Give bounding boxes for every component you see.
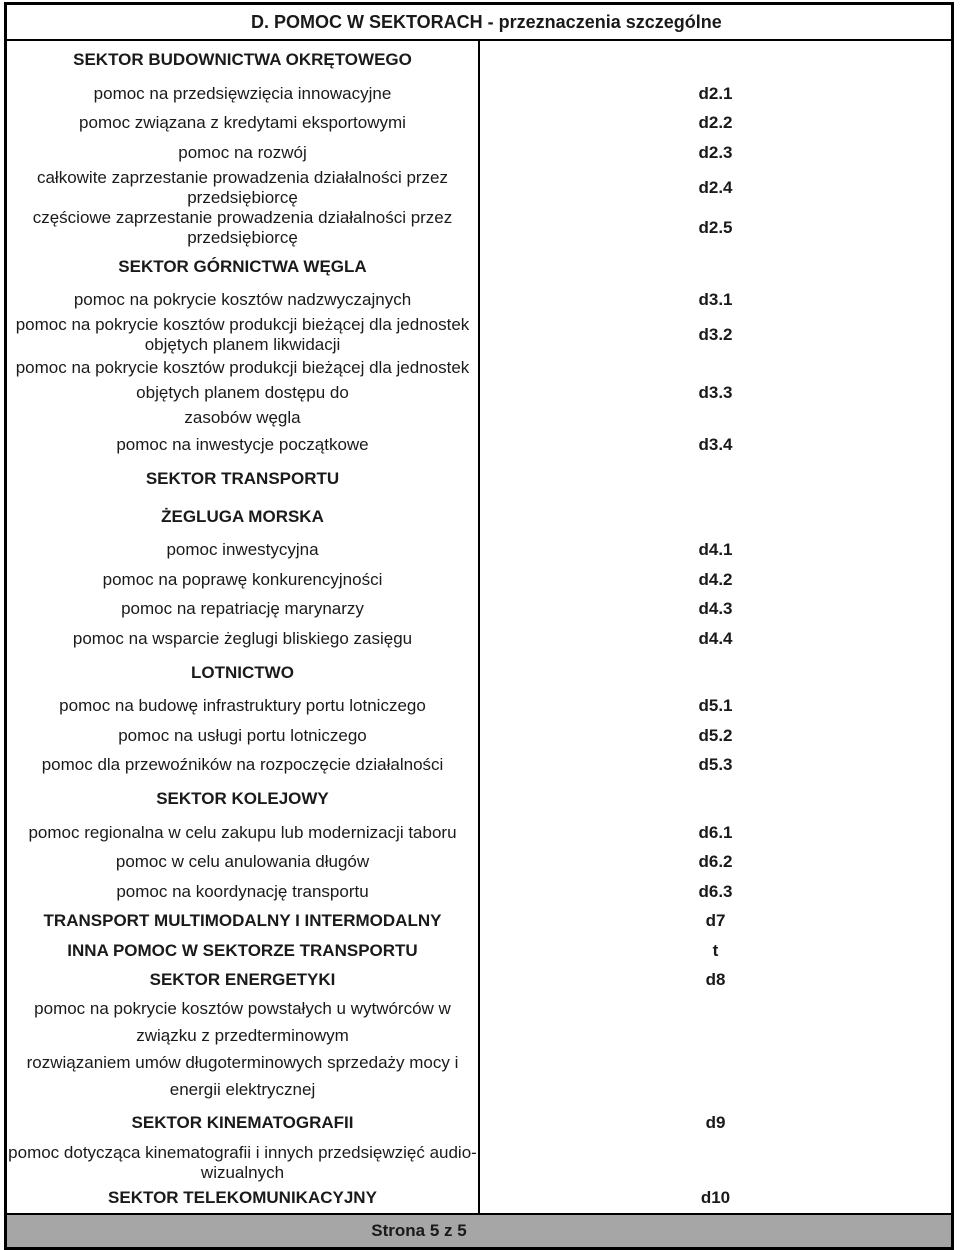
sector-heading-row (6, 936, 953, 966)
label-line: SEKTOR BUDOWNICTWA OKRĘTOWEGO (73, 50, 412, 69)
aid-purpose-label (6, 168, 480, 208)
aid-purpose-row (6, 138, 953, 168)
aid-purpose-label (6, 624, 480, 654)
aid-code: d4.2 (698, 569, 733, 589)
aid-purpose-label (6, 1143, 480, 1183)
label-line: pomoc na pokrycie kosztów produkcji bieżącej dla jednostek objętych planem likwidacji (15, 315, 470, 354)
sector-heading-row (6, 460, 953, 498)
label-line: ŻEGLUGA MORSKA (161, 506, 324, 526)
aid-purpose-row (6, 430, 953, 460)
sector-heading-row (6, 498, 953, 536)
sector-heading (6, 966, 480, 996)
aid-code: d2.4 (698, 177, 733, 197)
aid-purpose-label (6, 751, 480, 781)
aid-purpose-row (6, 79, 953, 109)
aid-code: d4.1 (698, 540, 733, 560)
aid-code: d2.2 (698, 113, 733, 133)
aid-purpose-row (6, 565, 953, 595)
aid-code: d6.2 (698, 852, 733, 872)
aid-purpose-row (6, 355, 953, 430)
sector-heading (6, 460, 480, 498)
label-line: pomoc inwestycyjna (166, 540, 319, 560)
aid-purpose-row (6, 168, 953, 208)
page-number: Strona 5 z 5 (6, 1214, 953, 1249)
label-line: pomoc na repatriację marynarzy (121, 599, 364, 619)
label-line: pomoc na budowę infrastruktury portu lotniczego (59, 696, 426, 716)
aid-purpose-row (6, 624, 953, 654)
label-line: SEKTOR ENERGETYKI (149, 970, 336, 990)
aid-purpose-row (6, 286, 953, 316)
aid-purpose-label (6, 848, 480, 878)
aid-purpose-row (6, 109, 953, 139)
aid-code: d4.3 (698, 599, 733, 619)
aid-code: d2.1 (698, 83, 733, 103)
sector-heading (6, 936, 480, 966)
sector-heading-row (6, 654, 953, 692)
aid-code: d2.5 (698, 217, 733, 237)
label-line: częściowe zaprzestanie prowadzenia działalności przez przedsiębiorcę (32, 207, 453, 247)
aid-purpose-label (6, 138, 480, 168)
label-line: pomoc na rozwój (178, 142, 307, 162)
aid-code (479, 654, 953, 692)
aid-purpose-label (6, 109, 480, 139)
aid-code: d3.3 (698, 383, 733, 402)
label-line: pomoc na pokrycie kosztów produkcji bieżącej dla jednostek objętych planem dostępu do (15, 358, 470, 402)
aid-purpose-row (6, 536, 953, 566)
sector-heading-row (6, 1183, 953, 1214)
aid-purpose-label (6, 286, 480, 316)
section-title: D. POMOC W SEKTORACH - przeznaczenia szczególne (6, 4, 953, 41)
label-line: pomoc regionalna w celu zakupu lub modernizacji taboru (28, 822, 457, 842)
aid-code: d3.1 (698, 290, 733, 310)
page-footer-row (6, 1214, 953, 1249)
label-line: LOTNICTWO (191, 662, 294, 682)
label-line-2: rozwiązaniem umów długoterminowych sprzedaży mocy i energii elektrycznej (26, 1053, 459, 1099)
aid-purpose-row (6, 1143, 953, 1183)
aid-purpose-label (6, 818, 480, 848)
sector-heading-row (6, 966, 953, 996)
aid-code: d10 (700, 1187, 731, 1207)
aid-code: d5.2 (698, 725, 733, 745)
aid-purpose-row (6, 995, 953, 1103)
aid-code (479, 780, 953, 818)
aid-code: d7 (705, 911, 726, 931)
aid-code: d6.3 (698, 881, 733, 901)
label-line: pomoc w celu anulowania długów (115, 852, 370, 872)
aid-purpose-row (6, 877, 953, 907)
aid-purpose-label (6, 430, 480, 460)
aid-purpose-label (6, 79, 480, 109)
label-line: pomoc na koordynację transportu (116, 881, 369, 901)
aid-purpose-label (6, 692, 480, 722)
aid-code: d2.3 (698, 142, 733, 162)
label-line: pomoc na inwestycje początkowe (116, 434, 369, 454)
label-line: SEKTOR TRANSPORTU (145, 468, 340, 488)
aid-purpose-label (6, 355, 480, 430)
aid-purpose-label (6, 995, 480, 1103)
sector-heading (6, 498, 480, 536)
sector-heading-row (6, 248, 953, 286)
aid-purpose-label (6, 565, 480, 595)
aid-sector-table (4, 2, 954, 1250)
aid-purpose-row (6, 208, 953, 248)
sector-heading (6, 1183, 480, 1214)
aid-purpose-row (6, 595, 953, 625)
label-line: SEKTOR TELEKOMUNIKACYJNY (108, 1187, 377, 1207)
label-line: TRANSPORT MULTIMODALNY I INTERMODALNY (43, 911, 442, 931)
aid-code: t (712, 940, 719, 960)
label-line: pomoc związana z kredytami eksportowymi (79, 113, 406, 133)
aid-purpose-row (6, 818, 953, 848)
section-title-row (6, 4, 953, 41)
label-line: pomoc dotycząca kinematografii i innych przedsięwzięć audio-wizualnych (8, 1143, 477, 1182)
aid-purpose-label (6, 721, 480, 751)
sector-heading-row (6, 907, 953, 937)
label-line: INNA POMOC W SEKTORZE TRANSPORTU (67, 940, 418, 960)
label-line: pomoc na pokrycie kosztów nadzwyczajnych (73, 290, 412, 310)
aid-code (479, 460, 953, 498)
label-line: pomoc na przedsięwzięcia innowacyjne (93, 83, 392, 103)
sector-heading (6, 248, 480, 286)
label-line: pomoc na pokrycie kosztów powstałych u wytwórców w związku z przedterminowym (34, 999, 451, 1045)
sector-heading-row (6, 780, 953, 818)
label-line-2: zasobów węgla (184, 408, 301, 427)
aid-purpose-row (6, 315, 953, 355)
aid-code (479, 40, 953, 79)
aid-code: d3.4 (698, 434, 733, 454)
label-line: pomoc na poprawę konkurencyjności (102, 569, 383, 589)
sector-heading (6, 40, 480, 79)
label-line: SEKTOR GÓRNICTWA WĘGLA (118, 256, 367, 276)
aid-code: d3.2 (698, 325, 733, 344)
label-line: SEKTOR KOLEJOWY (156, 789, 329, 808)
sector-heading-row (6, 40, 953, 79)
label-line: pomoc dla przewoźników na rozpoczęcie działalności (41, 755, 444, 775)
aid-code (479, 248, 953, 286)
aid-purpose-row (6, 692, 953, 722)
aid-code: d5.1 (698, 696, 733, 716)
label-line: pomoc na usługi portu lotniczego (118, 725, 367, 745)
sector-heading-row (6, 1103, 953, 1143)
label-line: pomoc na wsparcie żeglugi bliskiego zasięgu (72, 628, 413, 648)
label-line: SEKTOR KINEMATOGRAFII (131, 1113, 354, 1132)
aid-purpose-label (6, 877, 480, 907)
aid-purpose-row (6, 848, 953, 878)
sector-heading (6, 907, 480, 937)
aid-purpose-label (6, 208, 480, 248)
aid-code (479, 498, 953, 536)
sector-heading (6, 1103, 480, 1143)
sector-heading (6, 780, 480, 818)
sector-heading (6, 654, 480, 692)
aid-purpose-label (6, 536, 480, 566)
aid-code (479, 1143, 953, 1183)
aid-purpose-label (6, 315, 480, 355)
aid-code: d8 (705, 970, 726, 990)
aid-code (479, 995, 953, 1103)
aid-code: d6.1 (698, 822, 733, 842)
aid-code: d5.3 (698, 755, 733, 775)
aid-purpose-label (6, 595, 480, 625)
aid-purpose-row (6, 721, 953, 751)
label-line: całkowite zaprzestanie prowadzenia działalności przez przedsiębiorcę (36, 167, 449, 207)
aid-code: d9 (705, 1113, 726, 1132)
aid-code: d4.4 (698, 628, 733, 648)
aid-purpose-row (6, 751, 953, 781)
